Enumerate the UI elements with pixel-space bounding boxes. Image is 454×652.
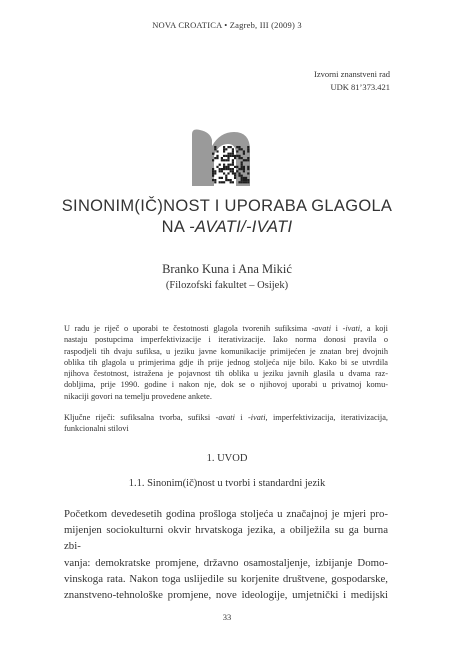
author-names: Branko Kuna i Ana Mikić (162, 262, 292, 276)
qr-module (234, 157, 236, 159)
qr-module (241, 177, 243, 179)
qr-module (247, 179, 249, 181)
qr-module (214, 181, 216, 183)
qr-module (214, 157, 216, 159)
qr-module (232, 181, 234, 183)
qr-module (234, 175, 236, 177)
qr-module (225, 175, 227, 177)
qr-module (232, 168, 234, 170)
qr-module (223, 159, 225, 161)
author-affiliation: (Filozofski fakultet – Osijek) (165, 280, 289, 291)
qr-module (230, 168, 232, 170)
qr-module (216, 155, 218, 157)
abstract (64, 323, 388, 402)
qr-module (232, 150, 234, 152)
qr-module (238, 157, 240, 159)
qr-module (230, 153, 232, 155)
qr-module (243, 168, 245, 170)
qr-module (238, 155, 240, 157)
qr-module (241, 181, 243, 183)
abstract-line: nikaciji govori na temelju provedene ankete. (64, 391, 212, 401)
qr-module (225, 159, 227, 161)
qr-module (214, 172, 216, 174)
qr-module (223, 155, 225, 157)
abstract-line: oblika tih glagola u primjerima gdje ih prije jednog stoljeća nije bilo. Kako bi se utvrdila (64, 357, 388, 367)
qr-module (241, 166, 243, 168)
journal-logo-n-qr-icon (190, 126, 252, 188)
qr-module (234, 166, 236, 168)
body-text (64, 506, 388, 603)
abstract-line: U radu je riječ o uporabi te čestotnosti glagola tvorenih sufiksima -avati i -ivati, a koji (64, 324, 388, 333)
qr-module (238, 148, 240, 150)
qr-module (243, 170, 245, 172)
qr-module (245, 177, 247, 179)
qr-module (216, 150, 218, 152)
qr-module (234, 172, 236, 174)
qr-module (245, 181, 247, 183)
qr-module (247, 146, 249, 148)
qr-module (212, 175, 214, 177)
qr-module (216, 157, 218, 159)
abstract-line: nastaju postupcima imperfektivizacije i iterativizacije. Iako norma donosi pravila o (64, 335, 388, 345)
qr-module (219, 164, 221, 166)
qr-module (247, 159, 249, 161)
qr-module (212, 179, 214, 181)
qr-module (241, 168, 243, 170)
qr-module (238, 175, 240, 177)
qr-module (212, 159, 214, 161)
page-number: 33 (222, 612, 232, 622)
qr-module (219, 168, 221, 170)
qr-module (247, 148, 249, 150)
qr-module (247, 168, 249, 170)
qr-module (243, 179, 245, 181)
body-line: Početkom devedesetih godina prošloga stoljeća u značajnoj je mjeri pro- (64, 508, 388, 520)
qr-module (245, 179, 247, 181)
qr-module (225, 179, 227, 181)
qr-module (212, 168, 214, 170)
qr-module (245, 159, 247, 161)
qr-module (212, 170, 214, 172)
abstract-line: dobljima, prije 1990. godine i nakon nje, dok se o njihovoj uporabi u privatnoj komu- (64, 380, 388, 390)
qr-module (214, 170, 216, 172)
qr-module (227, 146, 229, 148)
title-line-1: SINONIM(IČ)NOST I UPORABA GLAGOLA (61, 197, 393, 215)
qr-module (236, 150, 238, 152)
qr-module (243, 166, 245, 168)
body-line: znanstveno-tehnološke promjene, nove ideologije, umjetnički i medijski (64, 589, 388, 602)
qr-module (232, 172, 234, 174)
qr-module (247, 166, 249, 168)
qr-module (223, 164, 225, 166)
qr-module (236, 155, 238, 157)
article-title (40, 196, 414, 238)
qr-module (230, 179, 232, 181)
qr-module (221, 168, 223, 170)
qr-module (247, 172, 249, 174)
article-meta (314, 68, 390, 94)
qr-module (236, 146, 238, 148)
paper-type: Izvorni znanstveni rad (314, 69, 390, 79)
qr-module (221, 170, 223, 172)
keywords-line: funkcionalni stilovi (64, 424, 129, 434)
qr-module (221, 159, 223, 161)
qr-module (241, 179, 243, 181)
body-line: vinskoga rata. Nakon toga uslijedile su korjenite društvene, gospodarske, (64, 572, 388, 585)
qr-module (232, 148, 234, 150)
qr-module (227, 172, 229, 174)
qr-module (223, 166, 225, 168)
qr-module (219, 181, 221, 183)
qr-module (247, 157, 249, 159)
keywords-line: Ključne riječi: sufiksalna tvorba, sufiksi -avati i -ivati, imperfektivizacija, iterativizacija, (64, 413, 388, 422)
qr-module (212, 172, 214, 174)
qr-module (241, 175, 243, 177)
title-suffixes: -AVATI/-IVATI (189, 218, 293, 236)
qr-module (234, 155, 236, 157)
qr-module (247, 181, 249, 183)
qr-module (243, 177, 245, 179)
qr-module (219, 177, 221, 179)
body-line: vanja: demokratske promjene, državno osamostaljenje, izbijanje Domo- (64, 556, 388, 569)
qr-module (241, 157, 243, 159)
udk-code: UDK 81’373.421 (330, 82, 390, 92)
qr-module (227, 166, 229, 168)
qr-module (238, 172, 240, 174)
qr-module (214, 148, 216, 150)
qr-module (212, 153, 214, 155)
qr-module (238, 181, 240, 183)
qr-module (221, 181, 223, 183)
qr-module (223, 168, 225, 170)
qr-module (243, 153, 245, 155)
qr-module (232, 161, 234, 163)
running-head: NOVA CROATICA • Zagreb, III (2009) 3 (152, 20, 302, 30)
qr-module (234, 177, 236, 179)
qr-module (230, 181, 232, 183)
qr-module (230, 164, 232, 166)
qr-module (232, 155, 234, 157)
title-line-2: NA -AVATI/-IVATI (161, 218, 293, 236)
qr-module (225, 177, 227, 179)
qr-module (223, 148, 225, 150)
subsection-heading: 1.1. Sinonim(ič)nost u tvorbi i standardni jezik (128, 478, 326, 489)
abstract-line: njihova čestotnost, istražena je pojavnost tih oblika u jeziku javnih glasila u dvama raz- (64, 369, 388, 379)
qr-module (230, 155, 232, 157)
body-line: mijenjen sociokulturni okvir hrvatskoga jezika, a obilježila su ga burna zbi- (64, 524, 388, 553)
section-heading-uvod: 1. UVOD (206, 453, 248, 464)
qr-module (225, 168, 227, 170)
qr-module (225, 166, 227, 168)
qr-module (223, 150, 225, 152)
qr-module (223, 172, 225, 174)
qr-module (232, 153, 234, 155)
keywords (64, 412, 388, 435)
qr-module (221, 177, 223, 179)
qr-module (225, 148, 227, 150)
qr-module (225, 155, 227, 157)
qr-module (227, 153, 229, 155)
qr-module (214, 146, 216, 148)
qr-module (227, 168, 229, 170)
qr-module (216, 166, 218, 168)
qr-module (238, 168, 240, 170)
abstract-line: raspodjeli tih dvaju sufiksa, u jeziku javne komunikacije primijećen je znatan brej dvojnih (64, 346, 388, 356)
qr-module (219, 170, 221, 172)
qr-module (232, 159, 234, 161)
qr-module (230, 146, 232, 148)
qr-module (243, 159, 245, 161)
qr-module (243, 181, 245, 183)
qr-module (223, 181, 225, 183)
qr-module (241, 148, 243, 150)
qr-module (241, 164, 243, 166)
qr-module (227, 179, 229, 181)
qr-module (223, 146, 225, 148)
qr-module (243, 150, 245, 152)
qr-module (214, 179, 216, 181)
qr-module (221, 157, 223, 159)
qr-module (232, 164, 234, 166)
qr-module (227, 157, 229, 159)
qr-module (227, 155, 229, 157)
qr-module (230, 170, 232, 172)
qr-module (236, 166, 238, 168)
qr-module (241, 161, 243, 163)
qr-module (238, 146, 240, 148)
qr-module (227, 159, 229, 161)
qr-module (236, 170, 238, 172)
qr-module (227, 164, 229, 166)
qr-module (247, 150, 249, 152)
qr-module (232, 170, 234, 172)
